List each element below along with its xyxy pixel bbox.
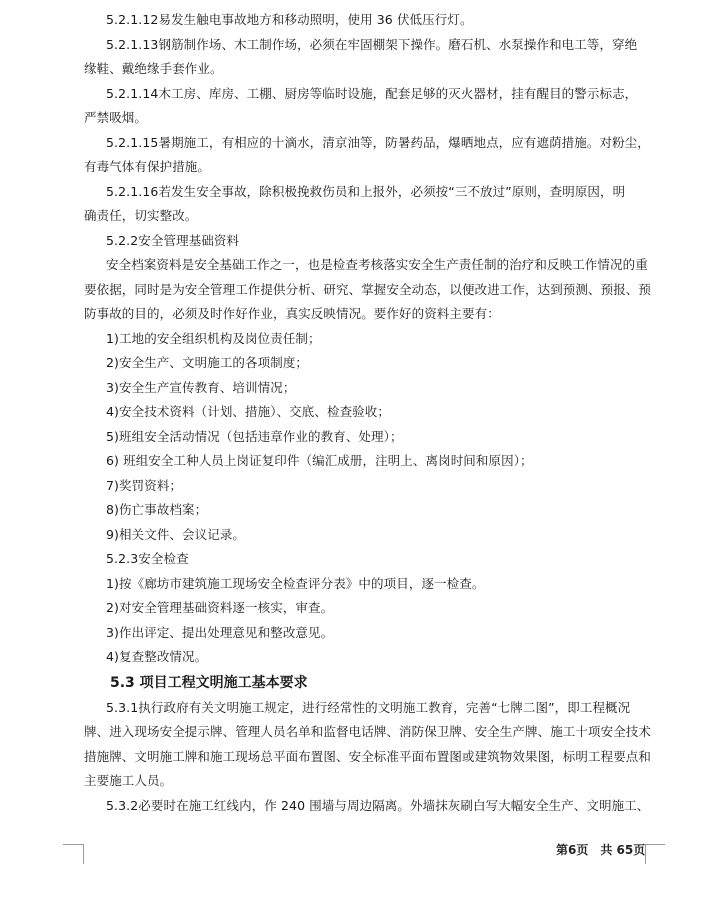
inspection-list (84, 572, 654, 670)
text-line: 主要施工人员。 (84, 773, 173, 788)
text-line: 要依据，同时是为安全管理工作提供分析、研究、掌握安全动态，以便改进工作，达到预测、预报、预 (84, 281, 652, 297)
paragraph-531 (84, 696, 654, 794)
list-item: 1)按《廊坊市建筑施工现场安全检查评分表》中的项目，逐一检查。 (106, 575, 485, 591)
crop-mark-left-horizontal (63, 844, 83, 845)
text-line: 5.2.1.16若发生安全事故，除积极挽救伤员和上报外，必须按“三不放过”原则，查明原因，明 (106, 183, 626, 199)
subsection-title-523: 5.2.3安全检查 (106, 551, 189, 566)
archive-list (84, 327, 654, 548)
paragraph-52112 (84, 8, 654, 33)
list-item: 6) 班组安全工种人员上岗证复印件（编汇成册，注明上、离岗时间和原因）； (106, 453, 533, 468)
page-number: 第6页 共 65页 (556, 843, 646, 857)
text-line: 牌、进入现场安全提示牌、管理人员名单和监督电话牌、消防保卫牌、安全生产牌、施工十项安全技术 (84, 724, 652, 739)
list-item: 2)对安全管理基础资料逐一核实，审查。 (106, 600, 334, 615)
list-item: 1)工地的安全组织机构及岗位责任制； (106, 330, 321, 346)
text-line: 缘鞋、戴绝缘手套作业。 (84, 61, 223, 76)
list-item: 4)复查整改情况。 (106, 649, 208, 664)
text-line: 5.2.1.12易发生触电事故地方和移动照明，使用 36 伏低压行灯。 (106, 12, 473, 27)
list-item: 2)安全生产、文明施工的各项制度； (106, 355, 309, 370)
list-item: 4)安全技术资料（计划、措施）、交底、检查验收； (106, 404, 390, 419)
text-line: 有毒气体有保护措施。 (84, 159, 211, 174)
text-line: 确责任，切实整改。 (84, 208, 198, 223)
list-item: 3)作出评定、提出处理意见和整改意见。 (106, 624, 334, 640)
list-item: 9)相关文件、会议记录。 (106, 526, 246, 542)
text-line: 防事故的目的，必须及时作好作业，真实反映情况。要作好的资料主要有： (84, 306, 500, 321)
page-footer (0, 838, 708, 878)
paragraph-safety-archives (84, 253, 654, 327)
paragraph-52114 (84, 82, 654, 131)
list-item: 5)班组安全活动情况（包括违章作业的教育、处理）； (106, 428, 403, 444)
crop-mark-left-vertical (83, 844, 84, 864)
text-line: 5.3.1执行政府有关文明施工规定，进行经常性的文明施工教育，完善“七牌二图”，即工程概况 (106, 699, 631, 715)
list-item: 8)伤亡事故档案； (106, 502, 208, 517)
list-item: 3)安全生产宣传教育、培训情况； (106, 379, 296, 395)
list-item: 7)奖罚资料； (106, 477, 183, 493)
paragraph-52115 (84, 131, 654, 180)
subsection-title-522: 5.2.2安全管理基础资料 (106, 232, 240, 248)
text-line: 5.2.1.15暑期施工，有相应的十滴水，清京油等，防暑药品，爆晒地点，应有遮荫措施。对粉尘， (106, 134, 650, 150)
section-heading-53: 5.3 项目工程文明施工基本要求 (110, 674, 308, 691)
text-line: 5.2.1.13钢筋制作场、木工制作场，必须在牢固棚架下操作。磨石机、水泵操作和电工等，穿绝 (106, 36, 638, 52)
text-line: 严禁吸烟。 (84, 110, 148, 125)
page-body (84, 8, 654, 818)
crop-mark-right-horizontal (645, 844, 665, 845)
paragraph-52116 (84, 180, 654, 229)
text-line: 5.2.1.14木工房、库房、工棚、厨房等临时设施，配套足够的灭火器材，挂有醒目的警示标志， (106, 85, 638, 101)
text-line: 安全档案资料是安全基础工作之一，也是检查考核落实安全生产责任制的治疗和反映工作情况的重 (106, 257, 648, 272)
text-line: 措施牌、文明施工牌和施工现场总平面布置图、安全标准平面布置图或建筑物效果图，标明工程要点和 (84, 748, 652, 764)
paragraph-52113 (84, 33, 654, 82)
paragraph-532: 5.3.2必要时在施工红线内，作 240 围墙与周边隔离。外墙抹灰刷白写大幅安全生产、文明施工、 (106, 797, 650, 813)
